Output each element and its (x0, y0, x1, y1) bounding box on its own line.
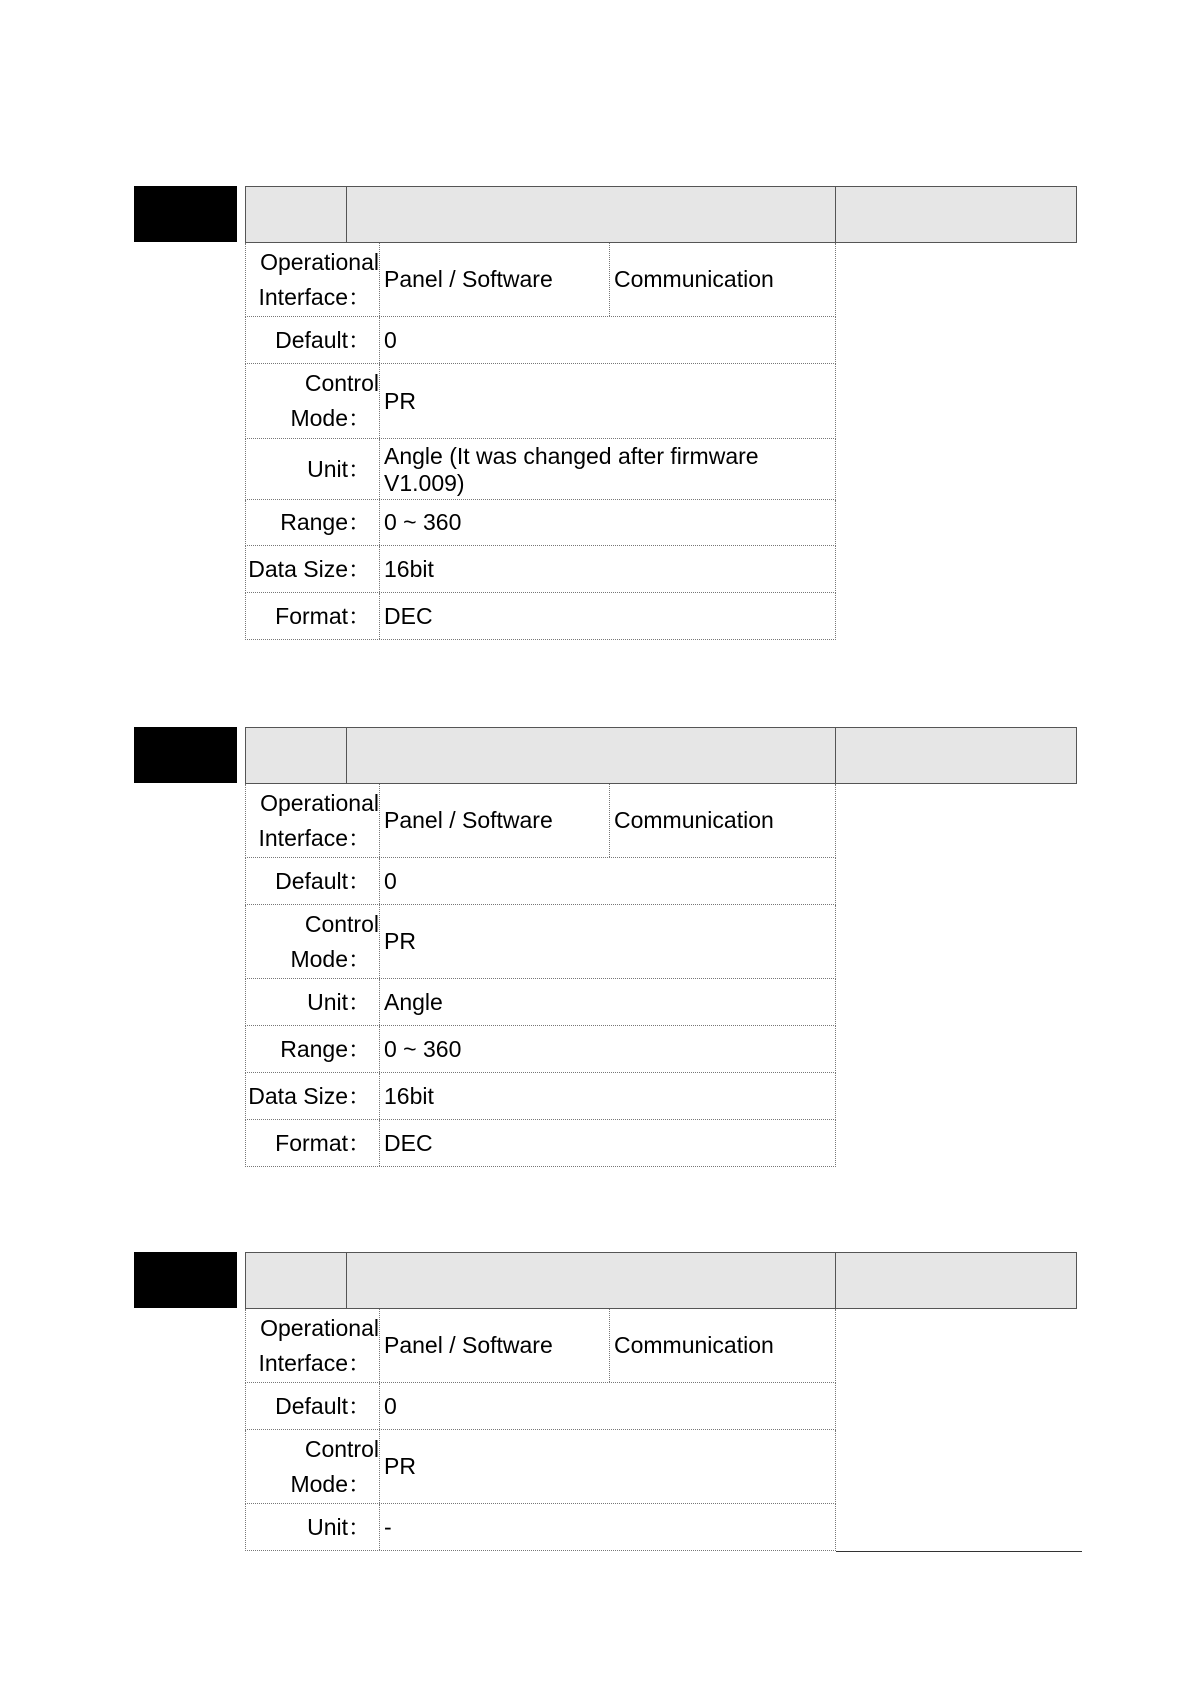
unit-label: Unit： (246, 439, 380, 499)
control-label-line1: Control (304, 1435, 379, 1462)
range-row (245, 500, 836, 546)
range-row (245, 1026, 836, 1073)
data-size-label: Data Size： (246, 546, 380, 592)
operational-label-line1: Operational (260, 248, 379, 275)
operational-interface-row (245, 784, 836, 858)
operational-label-line2: Interface： (258, 1349, 371, 1376)
format-row (245, 1120, 836, 1167)
unit-label: Unit： (246, 1504, 380, 1550)
format-value: DEC (384, 1129, 433, 1156)
range-value: 0 ~ 360 (384, 509, 462, 535)
unit-value: Angle (384, 988, 443, 1015)
control-mode-row (245, 1430, 836, 1504)
default-label: Default： (246, 858, 380, 904)
control-mode-value: PR (384, 928, 416, 954)
control-mode-value: PR (384, 1453, 416, 1479)
panel-software-value: Panel / Software (383, 1309, 610, 1382)
control-label-line1: Control (304, 370, 379, 396)
control-mode-value: PR (384, 387, 416, 414)
control-label-line2: Mode： (290, 945, 371, 972)
panel-software-value: Panel / Software (383, 784, 610, 857)
data-size-row (245, 546, 836, 593)
control-label-line2: Mode： (290, 405, 371, 431)
format-label: Format： (246, 1120, 380, 1166)
format-value: DEC (384, 602, 433, 629)
default-value: 0 (384, 867, 397, 894)
control-label-line1: Control (304, 910, 379, 937)
default-label: Default： (246, 1383, 380, 1429)
unit-row (245, 439, 836, 500)
communication-value: Communication (614, 266, 774, 292)
parameter-code-box (134, 1252, 237, 1308)
range-label: Range： (246, 1026, 380, 1072)
parameter-header (245, 1252, 1077, 1309)
default-row (245, 858, 836, 905)
operational-label-line2: Interface： (258, 283, 371, 310)
unit-row (245, 979, 836, 1026)
range-label: Range： (246, 500, 380, 545)
table-end-line (836, 1551, 1082, 1552)
data-size-row (245, 1073, 836, 1120)
operational-label-line1: Operational (260, 1314, 379, 1341)
data-size-label: Data Size： (246, 1073, 380, 1119)
control-mode-row (245, 364, 836, 439)
unit-value: Angle (It was changed after firmware V1.009) (384, 443, 759, 496)
format-row (245, 593, 836, 640)
default-label: Default： (246, 317, 380, 363)
unit-label: Unit： (246, 979, 380, 1025)
parameter-table (245, 1309, 836, 1551)
control-mode-row (245, 905, 836, 979)
data-size-value: 16bit (384, 1082, 434, 1109)
unit-value: - (384, 1513, 392, 1540)
default-row (245, 317, 836, 364)
parameter-table (245, 243, 836, 640)
default-value: 0 (384, 1392, 397, 1419)
communication-value: Communication (614, 807, 774, 833)
range-value: 0 ~ 360 (384, 1035, 462, 1062)
parameter-header (245, 727, 1077, 784)
control-label-line2: Mode： (290, 1470, 371, 1497)
format-label: Format： (246, 593, 380, 639)
unit-row (245, 1504, 836, 1551)
parameter-header (245, 186, 1077, 243)
operational-label-line1: Operational (260, 789, 379, 816)
data-size-value: 16bit (384, 555, 434, 582)
parameter-code-box (134, 727, 237, 783)
parameter-table (245, 784, 836, 1167)
default-value: 0 (384, 326, 397, 353)
operational-interface-row (245, 243, 836, 317)
operational-interface-row (245, 1309, 836, 1383)
default-row (245, 1383, 836, 1430)
panel-software-value: Panel / Software (383, 243, 610, 316)
parameter-code-box (134, 186, 237, 242)
communication-value: Communication (614, 1332, 774, 1358)
operational-label-line2: Interface： (258, 824, 371, 851)
